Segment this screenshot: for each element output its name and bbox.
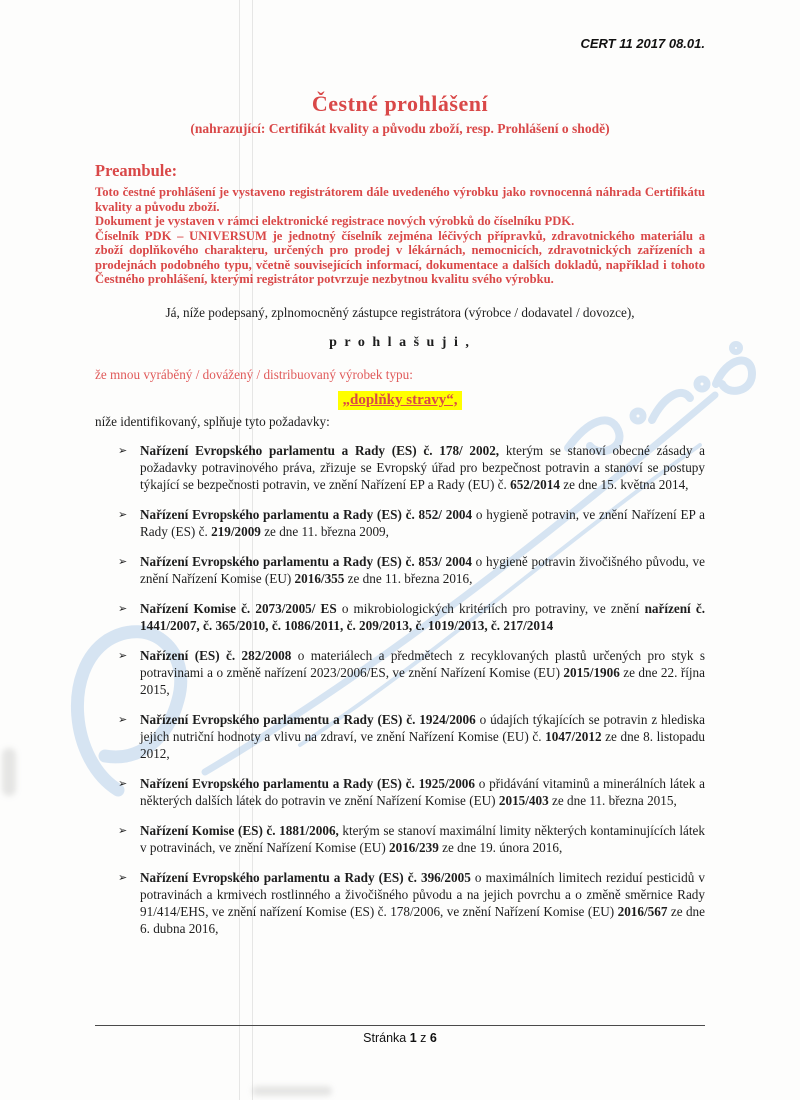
requirements-list <box>95 442 705 937</box>
product-type-highlight: „doplňky stravy“, <box>338 391 461 410</box>
document-code: CERT 11 2017 08.01. <box>580 36 705 51</box>
requirement-item <box>118 711 705 762</box>
declarant-intro: Já, níže podepsaný, zplnomocněný zástupce registrátora (výrobce / dodavatel / dovozce), <box>165 304 635 320</box>
page-subtitle: (nahrazující: Certifikát kvality a původu zboží, resp. Prohlášení o shodě) <box>190 121 610 136</box>
bullet-arrow-icon: ➢ <box>118 648 128 662</box>
requirement-item <box>118 647 705 698</box>
requirement-text: Nařízení Evropského parlamentu a Rady (ES) č. 852/ 2004 o hygieně potravin, ve znění Nařízení EP a Rady (ES) č. 219/2009 ze dne 11. března 2009, <box>140 506 705 539</box>
preamble-heading: Preambule: <box>95 161 178 180</box>
requirement-text: Nařízení Komise č. 2073/2005/ ES o mikrobiologických kritériích pro potraviny, ve znění nařízení č. 1441/2007, č. 365/2010, č. 1086/2011, č. 209/2013, č. 1019/2013, č. 217/2014 <box>140 600 705 633</box>
preamble-line: Toto čestné prohlášení je vystaveno registrátorem dále uvedeného výrobku jako rovnocenná náhrada Certifikátu kvality a původu zboží. <box>95 185 705 214</box>
bullet-arrow-icon: ➢ <box>118 712 128 726</box>
requirement-item <box>118 553 705 587</box>
requirement-item <box>118 442 705 493</box>
product-type-row <box>95 391 705 410</box>
requirement-item <box>118 775 705 809</box>
bullet-arrow-icon: ➢ <box>118 507 128 521</box>
requirement-text: Nařízení Evropského parlamentu a Rady (ES) č. 1925/2006 o přidávání vitaminů a minerálních látek a některých dalších látek do potravin ve znění Nařízení Komise (EU) 2015/403 ze dne 11. března 2015, <box>140 775 705 808</box>
bullet-arrow-icon: ➢ <box>118 443 128 457</box>
requirements-intro: níže identifikovaný, splňuje tyto požadavky: <box>95 413 330 429</box>
bullet-arrow-icon: ➢ <box>118 870 128 884</box>
bullet-arrow-icon: ➢ <box>118 776 128 790</box>
scan-smudge <box>252 1086 332 1096</box>
requirement-item <box>118 600 705 634</box>
requirement-item <box>118 822 705 856</box>
bullet-arrow-icon: ➢ <box>118 554 128 568</box>
preamble-line: Číselník PDK – UNIVERSUM je jednotný číselník zejména léčivých přípravků, zdravotnického materiálu a zboží doplňkového charakteru, určených pro prodej v lékárnách, nemocnicích, zdravotnických zařízeních a prodejnách podobného typu, včetně souvisejících informací, dokumentace a dalších dokladů, například i tohoto Čestného prohlášení, kterými registrátor potvrzuje nezbytnou kvalitu svého výrobku. <box>95 228 705 286</box>
requirement-item <box>118 869 705 937</box>
requirement-text: Nařízení Evropského parlamentu a Rady (ES) č. 178/ 2002, kterým se stanoví obecné zásady a požadavky potravinového práva, zřizuje se Evropský úřad pro bezpečnost potravin a stanoví se postupy týkající se bezpečnosti potravin, ve znění Nařízení EP a Rady (EU) č. 652/2014 ze dne 15. května 2014, <box>140 442 705 492</box>
declaration-verb: p r o h l a š u j i , <box>329 334 471 350</box>
requirement-text: Nařízení Evropského parlamentu a Rady (ES) č. 1924/2006 o údajích týkajících se potravin z hlediska jejich nutriční hodnoty a vlivu na zdraví, ve znění Nařízení Komise (EU) č. 1047/2012 ze dne 8. listopadu 2012, <box>140 711 705 761</box>
requirement-item <box>118 506 705 540</box>
requirement-text: Nařízení (ES) č. 282/2008 o materiálech a předmětech z recyklovaných plastů určených pro styk s potravinami a o změně nařízení 2023/2006/ES, ve znění Nařízení Komise (EU) 2015/1906 ze dne 22. října 2015, <box>140 647 705 697</box>
requirement-text: Nařízení Komise (ES) č. 1881/2006, kterým se stanoví maximální limity některých kontaminujících látek v potravinách, ve znění Nařízení Komise (EU) 2016/239 ze dne 19. února 2016, <box>140 822 705 855</box>
page-footer <box>95 1025 705 1045</box>
bullet-arrow-icon: ➢ <box>118 601 128 615</box>
product-type-lead: že mnou vyráběný / dovážený / distribuovaný výrobek typu: <box>95 366 413 382</box>
requirement-text: Nařízení Evropského parlamentu a Rady (ES) č. 853/ 2004 o hygieně potravin živočišného původu, ve znění Nařízení Komise (EU) 2016/355 ze dne 11. března 2016, <box>140 553 705 586</box>
page-number: Stránka 1 z 6 <box>363 1031 437 1045</box>
preamble-line: Dokument je vystaven v rámci elektronické registrace nových výrobků do číselníku PDK. <box>95 214 575 228</box>
page-title: Čestné prohlášení <box>311 91 489 116</box>
bullet-arrow-icon: ➢ <box>118 823 128 837</box>
preamble-body <box>95 185 705 287</box>
requirement-text: Nařízení Evropského parlamentu a Rady (ES) č. 396/2005 o maximálních limitech reziduí pesticidů v potravinách a krmivech rostlinného a živočišného původu a na jejich povrchu a o změně směrnice Rady 91/414/EHS, ve znění nařízení Komise (ES) č. 178/2006, ve znění Nařízení Komise (EU) 2016/567 ze dne 6. dubna 2016, <box>140 869 705 936</box>
footer-divider <box>95 1025 705 1026</box>
